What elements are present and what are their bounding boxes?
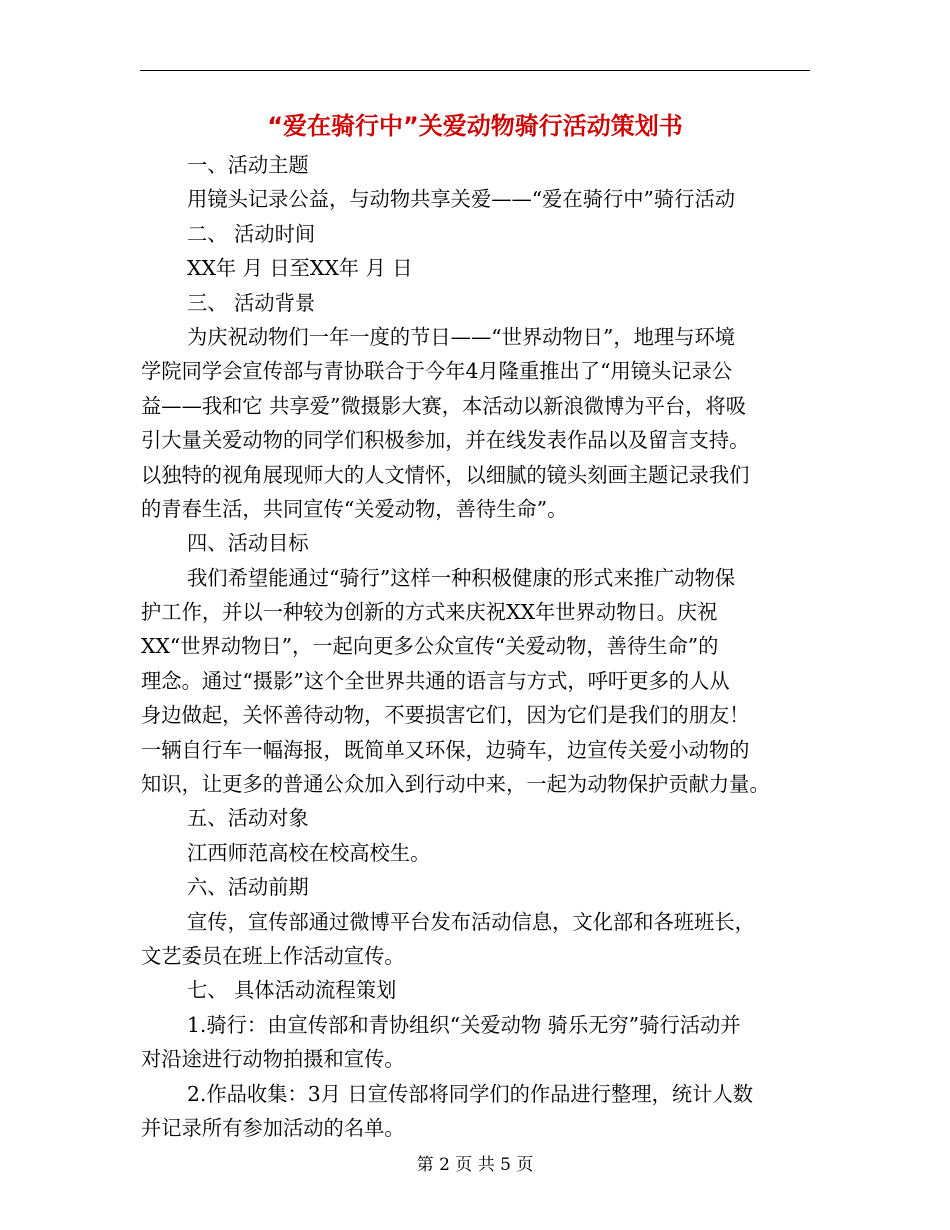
paragraph-line: 一辆自行车一幅海报，既简单又环保，边骑车，边宣传关爱小动物的 [141, 737, 750, 762]
paragraph-line: 理念。通过“摄影”这个全世界共通的语言与方式，呼吁更多的人从 [141, 668, 730, 693]
paragraph-line: 护工作，并以一种较为创新的方式来庆祝XX年世界动物日。庆祝 [141, 600, 718, 625]
document-body [141, 148, 810, 1145]
paragraph-line: 江西师范高校在校高校生。 [187, 840, 431, 865]
paragraph-line: 的青春生活，共同宣传“关爱动物，善待生命”。 [141, 496, 568, 521]
header-rule [140, 70, 810, 71]
section-heading-time: 二、 活动时间 [187, 221, 316, 246]
paragraph-line: 以独特的视角展现师大的人文情怀，以细腻的镜头刻画主题记录我们 [141, 462, 750, 487]
section-heading-goals: 四、活动目标 [187, 531, 309, 556]
paragraph-line: 1.骑行：由宣传部和青协组织“关爱动物 骑乐无穷”骑行活动并 [187, 1012, 741, 1037]
section-heading-process: 七、 具体活动流程策划 [187, 978, 397, 1003]
paragraph-line: 用镜头记录公益，与动物共享关爱——“爱在骑行中”骑行活动 [187, 187, 736, 212]
document-title: “爱在骑行中”关爱动物骑行活动策划书 [267, 112, 683, 140]
section-heading-preparation: 六、活动前期 [187, 875, 309, 900]
section-heading-theme: 一、活动主题 [187, 153, 309, 177]
paragraph-line: 知识，让更多的普通公众加入到行动中来，一起为动物保护贡献力量。 [141, 772, 770, 797]
section-heading-audience: 五、活动对象 [187, 806, 309, 831]
paragraph-line: 学院同学会宣传部与青协联合于今年4月隆重推出了“用镜头记录公 [141, 359, 733, 384]
paragraph-line: 益——我和它 共享爱”微摄影大赛，本活动以新浪微博为平台，将吸 [141, 393, 746, 418]
paragraph-line: 2.作品收集：3月 日宣传部将同学们的作品进行整理，统计人数 [187, 1081, 754, 1106]
paragraph-line: 对沿途进行动物拍摄和宣传。 [141, 1047, 405, 1072]
section-heading-background: 三、 活动背景 [187, 290, 316, 315]
page-number: 第 2 页 共 5 页 [416, 1155, 534, 1175]
paragraph-line: 为庆祝动物们一年一度的节日——“世界动物日”，地理与环境 [187, 324, 736, 349]
paragraph-line: 并记录所有参加活动的名单。 [141, 1115, 405, 1140]
paragraph-line: 我们希望能通过“骑行”这样一种积极健康的形式来推广动物保 [187, 565, 736, 590]
paragraph-line: 宣传，宣传部通过微博平台发布活动信息，文化部和各班班长， [187, 909, 755, 934]
paragraph-line: 身边做起，关怀善待动物，不要损害它们，因为它们是我们的朋友！ [141, 703, 750, 728]
paragraph-line: XX年 月 日至XX年 月 日 [187, 256, 413, 281]
paragraph-line: XX“世界动物日”，一起向更多公众宣传“关爱动物，善待生命”的 [141, 634, 719, 659]
paragraph-line: 文艺委员在班上作活动宣传。 [141, 943, 405, 968]
paragraph-line: 引大量关爱动物的同学们积极参加，并在线发表作品以及留言支持。 [141, 428, 750, 453]
